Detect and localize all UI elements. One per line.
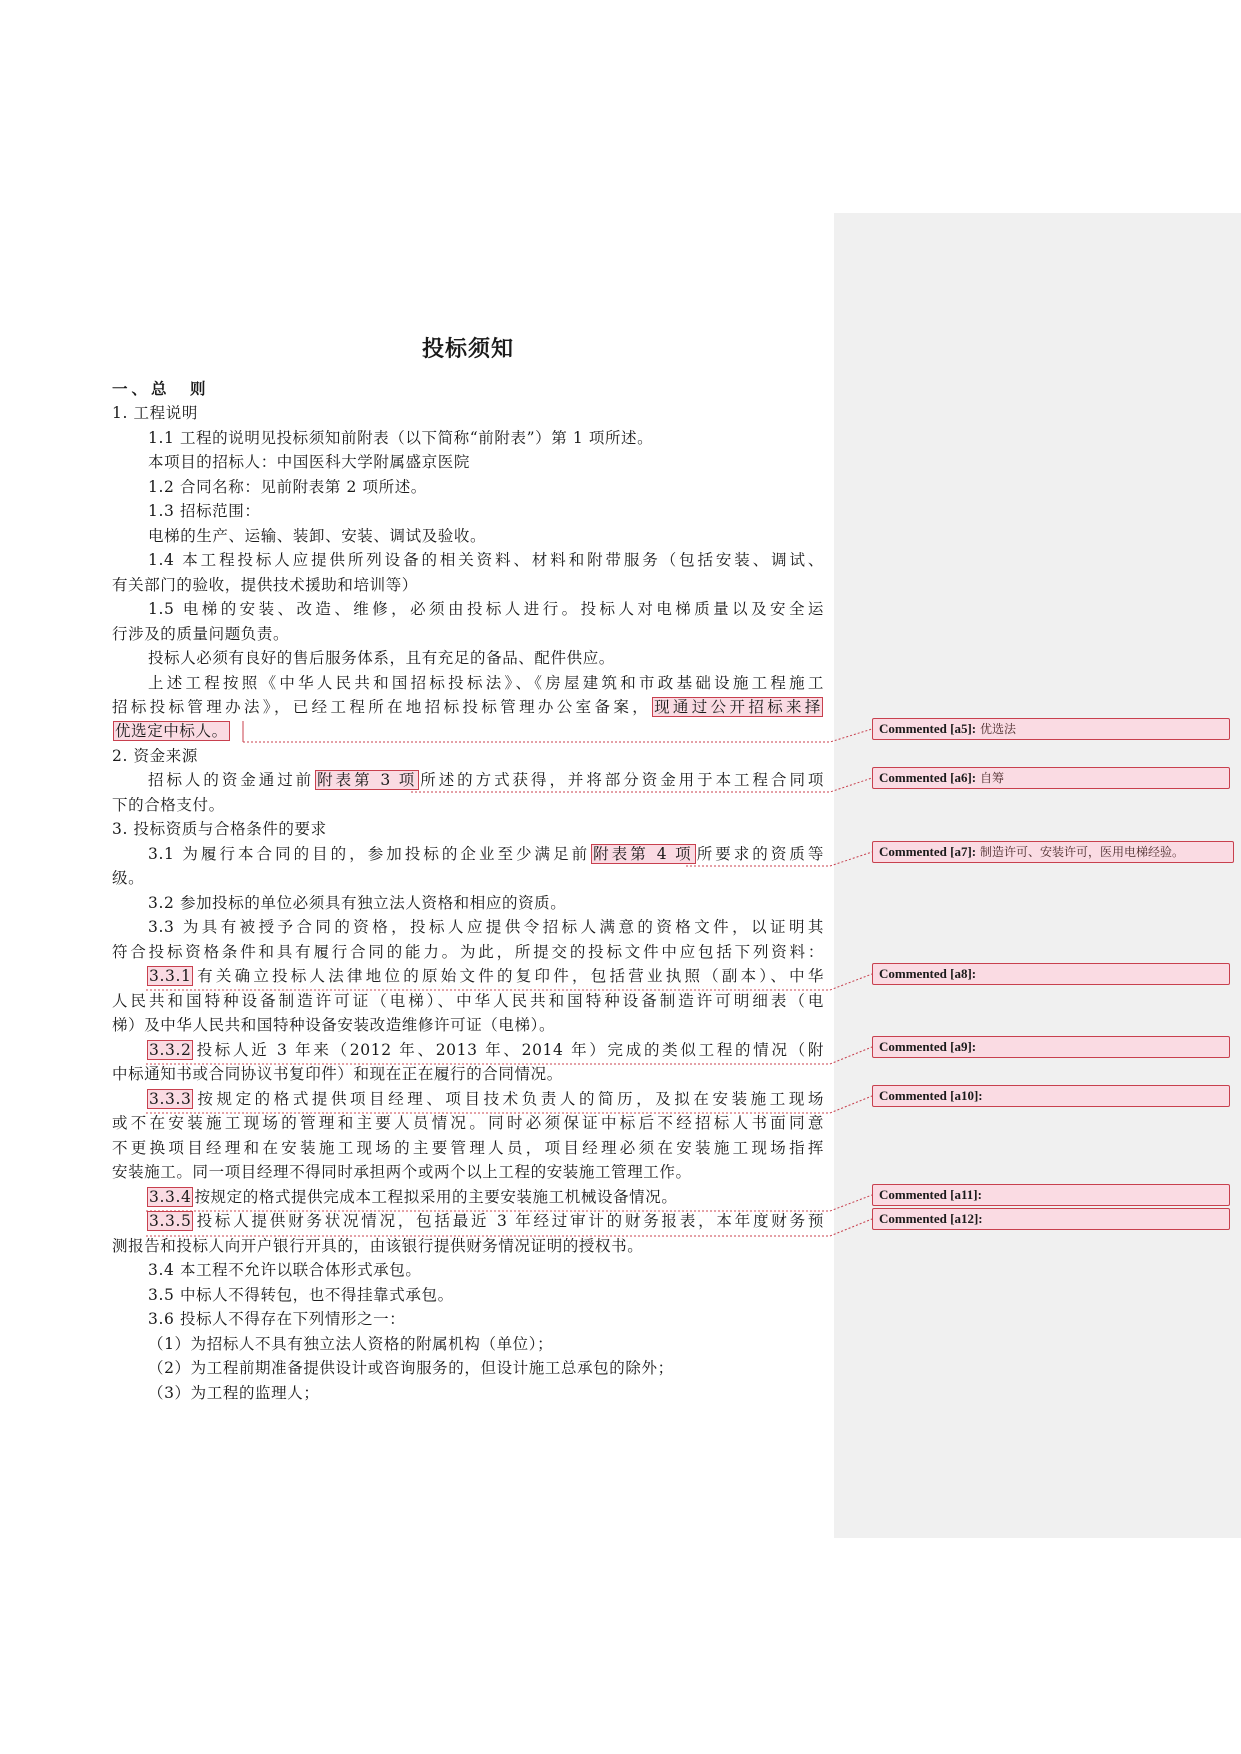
para-funds — [112, 768, 824, 792]
text-run: 所述的方式获得，并将部分资金用于本工程合同项 — [420, 771, 825, 789]
text-run: 有关确立投标人法律地位的原始文件的复印件，包括营业执照（副本）、中华 — [194, 967, 824, 985]
comment-label: Commented [a6]: — [879, 770, 977, 785]
para-3-3-3-cont2: 不更换项目经理和在安装施工现场的主要管理人员，项目经理必须在安装施工现场指挥 — [112, 1139, 824, 1157]
para-3-3-cont: 符合投标资格条件和具有履行合同的能力。为此，所提交的投标文件中应包括下列资料： — [112, 943, 824, 961]
comment-a11[interactable] — [872, 1184, 1230, 1206]
connector-a5 — [243, 729, 872, 742]
para-3-6: 3.6 投标人不得存在下列情形之一： — [148, 1310, 406, 1328]
comment-label: Commented [a10]: — [879, 1088, 983, 1103]
text-run: 投标人近 3 年来（2012 年、2013 年、2014 年）完成的类似工程的情况（附 — [194, 1041, 824, 1059]
comment-a8[interactable] — [872, 963, 1230, 985]
para-3-3-2-cont: 中标通知书或合同协议书复印件）和现在正在履行的合同情况。 — [112, 1065, 563, 1083]
para-3-4: 3.4 本工程不允许以联合体形式承包。 — [148, 1261, 422, 1279]
comment-a7[interactable] — [872, 841, 1234, 863]
highlight-a7[interactable]: 附表第 4 项 — [593, 845, 694, 863]
para-funds-cont: 下的合格支付。 — [112, 796, 225, 814]
comment-text: 优选法 — [979, 722, 1016, 736]
para-law: 上述工程按照《中华人民共和国招标投标法》、《房屋建筑和市政基础设施工程施工 — [148, 674, 824, 692]
para-1-3: 1.3 招标范围： — [148, 502, 261, 520]
comment-a6[interactable] — [872, 767, 1230, 789]
para-1-2: 1.2 合同名称：见前附表第 2 项所述。 — [148, 478, 427, 496]
comment-a10[interactable] — [872, 1085, 1230, 1107]
para-1-5: 1.5 电梯的安装、改造、维修，必须由投标人进行。投标人对电梯质量以及安全运 — [148, 600, 824, 618]
text-run: 招标投标管理办法》，已经工程所在地招标投标管理办公室备案， — [112, 698, 652, 716]
list-item-1: （1）为招标人不具有独立法人资格的附属机构（单位）； — [148, 1335, 554, 1353]
para-1-1: 1.1 工程的说明见投标须知前附表（以下简称“前附表”）第 1 项所述。 — [148, 429, 654, 447]
text-run: 所要求的资质等 — [696, 845, 825, 863]
para-3-3-1-end: 梯）及中华人民共和国特种设备安装改造维修许可证（电梯）。 — [112, 1016, 556, 1034]
para-3-3-1-cont: 人民共和国特种设备制造许可证（电梯）、中华人民共和国特种设备制造许可明细表（电 — [112, 992, 824, 1010]
comment-a12[interactable] — [872, 1208, 1230, 1230]
list-item-3: （3）为工程的监理人； — [148, 1384, 320, 1402]
para-3-3-3-cont1: 或不在安装施工现场的管理和主要人员情况。同时必须保证中标后不经招标人书面同意 — [112, 1114, 824, 1132]
comment-text: 制造许可、安装许可，医用电梯经验。 — [979, 845, 1184, 859]
document-title: 投标须知 — [421, 337, 514, 362]
para-1-4: 1.4 本工程投标人应提供所列设备的相关资料、材料和附带服务（包括安装、调试、 — [148, 551, 824, 569]
highlight-a12[interactable]: 3.3.5 — [149, 1212, 192, 1230]
para-3-3-4 — [146, 1185, 677, 1209]
comment-a9[interactable] — [872, 1036, 1230, 1058]
comment-label: Commented [a5]: — [879, 721, 977, 736]
highlight-a6[interactable]: 附表第 3 项 — [317, 771, 418, 789]
heading-3: 3. 投标资质与合格条件的要求 — [112, 820, 327, 838]
comment-label: Commented [a12]: — [879, 1211, 983, 1226]
section-heading: 一、总 则 — [112, 380, 210, 398]
para-3-5: 3.5 中标人不得转包，也不得挂靠式承包。 — [148, 1286, 454, 1304]
para-1-5-cont: 行涉及的质量问题负责。 — [112, 625, 290, 643]
comment-a5[interactable] — [872, 718, 1230, 740]
text-run: 按规定的格式提供完成本工程拟采用的主要安装施工机械设备情况。 — [194, 1188, 678, 1206]
para-service: 投标人必须有良好的售后服务体系，且有充足的备品、配件供应。 — [148, 649, 615, 667]
para-3-3: 3.3 为具有被授予合同的资格，投标人应提供令招标人满意的资格文件，以证明其 — [148, 918, 824, 936]
para-law-cont — [112, 695, 824, 719]
para-3-2: 3.2 参加投标的单位必须具有独立法人资格和相应的资质。 — [148, 894, 567, 912]
para-3-3-5-cont: 测报告和投标人向开户银行开具的，由该银行提供财务情况证明的授权书。 — [112, 1237, 644, 1255]
highlight-a11[interactable]: 3.3.4 — [149, 1188, 192, 1206]
comment-label: Commented [a9]: — [879, 1039, 977, 1054]
highlight-a8[interactable]: 3.3.1 — [149, 967, 192, 985]
heading-1: 1. 工程说明 — [112, 404, 198, 422]
para-3-3-3 — [112, 1087, 824, 1111]
para-1-4-cont: 有关部门的验收，提供技术援助和培训等） — [112, 576, 418, 594]
highlight-a9[interactable]: 3.3.2 — [149, 1041, 192, 1059]
para-3-3-5 — [112, 1209, 824, 1233]
text-run: 3.1 为履行本合同的目的，参加投标的企业至少满足前 — [148, 845, 591, 863]
para-scope: 电梯的生产、运输、装卸、安装、调试及验收。 — [148, 527, 487, 545]
para-3-3-1 — [112, 964, 824, 988]
comment-text: 自筹 — [979, 771, 1004, 785]
comment-label: Commented [a7]: — [879, 844, 977, 859]
highlight-a5[interactable]: 现通过公开招标来择 — [654, 698, 822, 716]
text-run: 投标人提供财务状况情况，包括最近 3 年经过审计的财务报表，本年度财务预 — [194, 1212, 824, 1230]
comment-label: Commented [a11]: — [879, 1187, 982, 1202]
text-run: 按规定的格式提供项目经理、项目技术负责人的简历，及拟在安装施工现场 — [194, 1090, 824, 1108]
para-3-3-3-end: 安装施工。同一项目经理不得同时承担两个或两个以上工程的安装施工管理工作。 — [112, 1163, 692, 1181]
text-run: 招标人的资金通过前 — [148, 771, 315, 789]
para-3-1 — [112, 842, 824, 866]
para-law-end — [112, 719, 231, 743]
comment-label: Commented [a8]: — [879, 966, 977, 981]
para-3-1-cont: 级。 — [112, 869, 145, 887]
para-3-3-2 — [112, 1038, 824, 1062]
list-item-2: （2）为工程前期准备提供设计或咨询服务的，但设计施工总承包的除外； — [148, 1359, 674, 1377]
para-tenderer: 本项目的招标人：中国医科大学附属盛京医院 — [148, 453, 471, 471]
highlight-a5-cont[interactable]: 优选定中标人。 — [115, 722, 228, 740]
highlight-a10[interactable]: 3.3.3 — [149, 1090, 192, 1108]
heading-2: 2. 资金来源 — [112, 747, 198, 765]
